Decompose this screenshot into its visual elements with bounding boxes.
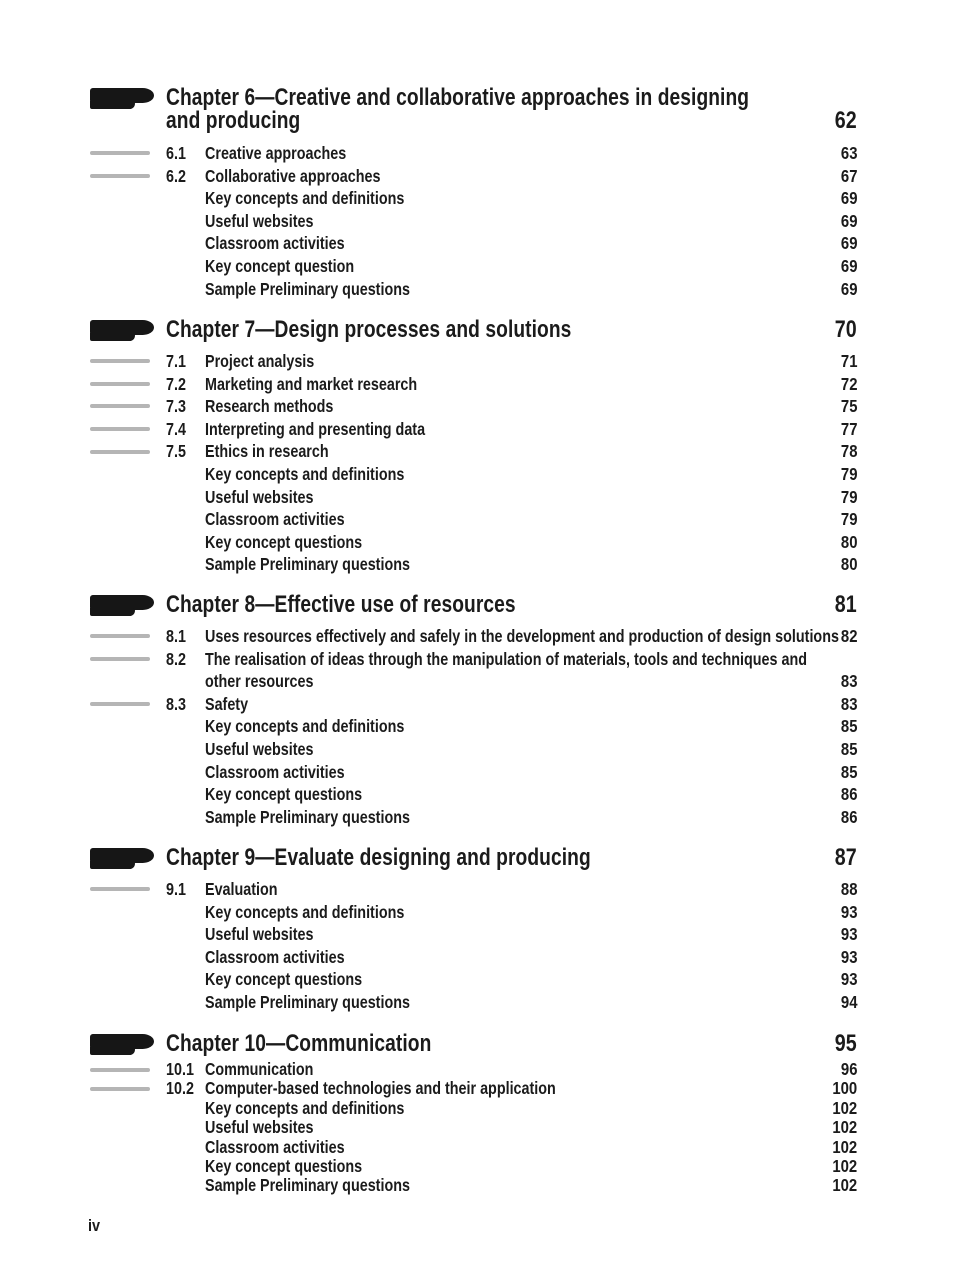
entry-rule-marker xyxy=(90,450,150,454)
chapter-heading xyxy=(0,86,958,132)
chapter-heading xyxy=(0,846,958,869)
entry-title-line: Key concept questions xyxy=(205,531,363,552)
entry-title-line: Sample Preliminary questions xyxy=(205,991,410,1012)
entry-rule-marker xyxy=(90,427,150,431)
entry-title xyxy=(205,968,362,991)
entry-title xyxy=(205,255,354,278)
entry-page-number: 102 xyxy=(832,1136,857,1157)
toc-entry-row xyxy=(0,901,958,924)
toc-entry-row xyxy=(0,648,958,693)
entry-rule-marker xyxy=(90,151,150,155)
entry-title-line: other resources xyxy=(205,671,314,692)
entry-page-number: 94 xyxy=(840,991,857,1012)
toc-entry-row xyxy=(0,1157,958,1176)
entry-title xyxy=(205,878,278,901)
toc-entry-row xyxy=(0,625,958,648)
toc-entry-row xyxy=(0,1176,958,1195)
entry-title-line: Classroom activities xyxy=(205,1136,345,1157)
entry-title xyxy=(205,1079,556,1098)
toc-entry-row xyxy=(0,463,958,486)
toc-entry-row xyxy=(0,991,958,1014)
entry-page-number: 93 xyxy=(840,946,857,967)
entry-title xyxy=(205,350,314,373)
chapter-title xyxy=(166,593,516,616)
toc-entry-row xyxy=(0,486,958,509)
toc-entry-row xyxy=(0,210,958,233)
toc-entry-row xyxy=(0,761,958,784)
toc-entry-row xyxy=(0,946,958,969)
entry-title xyxy=(205,553,410,576)
entry-title-line: Classroom activities xyxy=(205,946,345,967)
entry-title-line: Key concepts and definitions xyxy=(205,188,405,209)
chapter-entries xyxy=(0,1060,958,1196)
entry-rule-marker xyxy=(90,887,150,891)
entry-title xyxy=(205,165,380,188)
chapter-entries xyxy=(0,350,958,576)
entry-page-number: 102 xyxy=(832,1117,857,1138)
entry-page-number: 88 xyxy=(840,879,857,899)
entry-title xyxy=(205,232,345,255)
entry-number: 6.1 xyxy=(166,143,186,163)
toc-entry-row xyxy=(0,187,958,210)
entry-page-number: 96 xyxy=(840,1059,857,1079)
entry-title-line: Key concept questions xyxy=(205,784,363,805)
entry-page-number: 93 xyxy=(840,901,857,922)
entry-title-line: Sample Preliminary questions xyxy=(205,554,410,575)
entry-title-line: Creative approaches xyxy=(205,143,347,163)
entry-page-number: 69 xyxy=(840,210,857,231)
toc-entry-row xyxy=(0,693,958,716)
chapter-title-line: and producing xyxy=(166,107,301,134)
chapter-title xyxy=(166,86,749,132)
toc-entry-row xyxy=(0,1099,958,1118)
entry-page-number: 102 xyxy=(832,1097,857,1118)
entry-page-number: 86 xyxy=(840,806,857,827)
entry-title-line: Useful websites xyxy=(205,1117,314,1138)
chapter-tab-marker xyxy=(90,848,154,869)
entry-number: 8.1 xyxy=(166,626,186,646)
entry-page-number: 69 xyxy=(840,255,857,276)
entry-page-number: 75 xyxy=(840,396,857,417)
entry-title xyxy=(205,923,313,946)
entry-title-line: Key concept question xyxy=(205,255,355,276)
entry-title xyxy=(205,715,404,738)
toc-entry-row xyxy=(0,923,958,946)
toc-chapter xyxy=(0,593,958,828)
entry-title-line: Safety xyxy=(205,693,249,714)
entry-page-number: 83 xyxy=(840,671,857,692)
entry-rule-marker xyxy=(90,382,150,386)
chapter-page-number: 62 xyxy=(835,107,857,134)
chapter-tab-marker-step xyxy=(90,1047,135,1055)
entry-title xyxy=(205,1176,410,1195)
entry-title-line: Evaluation xyxy=(205,879,278,899)
entry-title xyxy=(205,210,313,233)
toc-chapter xyxy=(0,318,958,576)
chapter-tab-marker-step xyxy=(90,861,135,869)
toc-entry-row xyxy=(0,806,958,829)
chapter-title-line: Chapter 7—Design processes and solutions xyxy=(166,316,572,343)
entry-title-line: Interpreting and presenting data xyxy=(205,418,426,439)
entry-page-number: 69 xyxy=(840,278,857,299)
entry-title-line: Project analysis xyxy=(205,351,315,371)
entry-rule-marker xyxy=(90,404,150,408)
chapter-page-number: 81 xyxy=(835,591,857,618)
toc-entry-row xyxy=(0,440,958,463)
toc-entry-row xyxy=(0,531,958,554)
entry-title xyxy=(205,463,404,486)
toc-entry-row xyxy=(0,373,958,396)
entry-title-line: Useful websites xyxy=(205,924,314,945)
chapter-page-number: 95 xyxy=(835,1030,857,1057)
entry-title xyxy=(205,1099,404,1118)
entry-number: 8.2 xyxy=(166,648,186,669)
entry-rule-marker xyxy=(90,359,150,363)
toc-entry-row xyxy=(0,350,958,373)
entry-page-number: 85 xyxy=(840,761,857,782)
entry-title-line: Computer-based technologies and their application xyxy=(205,1078,556,1099)
entry-page-number: 69 xyxy=(840,233,857,254)
entry-title-line: Uses resources effectively and safely in the development and production of design solutions xyxy=(205,626,839,646)
chapter-title xyxy=(166,1032,431,1055)
chapter-title xyxy=(166,846,591,869)
toc-entry-row xyxy=(0,1060,958,1079)
entry-title xyxy=(205,625,839,648)
entry-title xyxy=(205,1138,345,1157)
toc-chapter xyxy=(0,1032,958,1196)
entry-title-line: Sample Preliminary questions xyxy=(205,278,410,299)
toc-entry-row xyxy=(0,715,958,738)
toc-entry-row xyxy=(0,968,958,991)
chapter-tab-marker-step xyxy=(90,101,135,109)
entry-number: 8.3 xyxy=(166,693,186,714)
entry-title xyxy=(205,1118,313,1137)
entry-page-number: 72 xyxy=(840,373,857,394)
toc-entry-row xyxy=(0,1118,958,1137)
toc-entry-row xyxy=(0,878,958,901)
entry-title-line: Collaborative approaches xyxy=(205,165,381,186)
entry-title xyxy=(205,648,807,693)
toc-entry-row xyxy=(0,232,958,255)
entry-title-line: Useful websites xyxy=(205,738,314,759)
entry-page-number: 69 xyxy=(840,188,857,209)
entry-title-line: Classroom activities xyxy=(205,233,345,254)
chapter-page-number: 70 xyxy=(835,316,857,343)
entry-page-number: 85 xyxy=(840,716,857,737)
entry-title xyxy=(205,373,417,396)
chapter-entries xyxy=(0,142,958,300)
toc-chapter xyxy=(0,846,958,1014)
entry-rule-marker xyxy=(90,657,150,661)
toc-entry-row xyxy=(0,165,958,188)
entry-rule-marker xyxy=(90,634,150,638)
entry-title xyxy=(205,187,404,210)
entry-title xyxy=(205,440,329,463)
entry-page-number: 78 xyxy=(840,441,857,462)
entry-title-line: Useful websites xyxy=(205,210,314,231)
entry-title-line: Classroom activities xyxy=(205,509,345,530)
entry-number: 10.2 xyxy=(166,1078,194,1099)
chapter-heading xyxy=(0,593,958,616)
entry-title-line: Communication xyxy=(205,1059,314,1079)
toc-entry-row xyxy=(0,142,958,165)
entry-rule-marker xyxy=(90,702,150,706)
entry-title xyxy=(205,783,362,806)
toc-entry-row xyxy=(0,1079,958,1098)
footer-page-label: iv xyxy=(88,1216,101,1235)
entry-title-line: Key concepts and definitions xyxy=(205,1097,405,1118)
entry-title xyxy=(205,738,313,761)
entry-title-line: Sample Preliminary questions xyxy=(205,806,410,827)
toc-entry-row xyxy=(0,278,958,301)
chapter-heading xyxy=(0,1032,958,1055)
entry-title xyxy=(205,806,410,829)
chapter-tab-marker xyxy=(90,320,154,341)
chapter-tab-marker xyxy=(90,88,154,109)
entry-page-number: 83 xyxy=(840,693,857,714)
entry-title-line: Key concepts and definitions xyxy=(205,901,405,922)
entry-title xyxy=(205,991,410,1014)
toc-entry-row xyxy=(0,738,958,761)
entry-page-number: 85 xyxy=(840,738,857,759)
entry-page-number: 102 xyxy=(832,1175,857,1196)
entry-title xyxy=(205,761,345,784)
entry-page-number: 79 xyxy=(840,463,857,484)
entry-title xyxy=(205,278,410,301)
entry-title-line: Sample Preliminary questions xyxy=(205,1175,410,1196)
toc-entry-row xyxy=(0,1138,958,1157)
entry-page-number: 100 xyxy=(832,1078,857,1099)
entry-title-line: Key concepts and definitions xyxy=(205,463,405,484)
entry-number: 7.2 xyxy=(166,373,186,394)
entry-title xyxy=(205,531,362,554)
toc-entry-row xyxy=(0,395,958,418)
entry-number: 7.5 xyxy=(166,441,186,462)
entry-title-line: Marketing and market research xyxy=(205,373,418,394)
chapter-title-line: Chapter 6—Creative and collaborative approaches in designing xyxy=(166,84,750,111)
entry-title xyxy=(205,1157,362,1176)
entry-title-line: The realisation of ideas through the manipulation of materials, tools and techniques and xyxy=(205,648,807,669)
entry-title xyxy=(205,508,345,531)
entry-title-line: Useful websites xyxy=(205,486,314,507)
entry-title xyxy=(205,946,345,969)
entry-page-number: 77 xyxy=(840,418,857,439)
entry-page-number: 93 xyxy=(840,924,857,945)
chapter-entries xyxy=(0,878,958,1014)
entry-number: 7.3 xyxy=(166,396,186,417)
chapter-entries xyxy=(0,625,958,828)
entry-page-number: 82 xyxy=(840,626,857,646)
entry-page-number: 79 xyxy=(840,486,857,507)
chapter-title-line: Chapter 8—Effective use of resources xyxy=(166,591,516,618)
entry-page-number: 79 xyxy=(840,509,857,530)
entry-page-number: 80 xyxy=(840,554,857,575)
entry-title-line: Key concepts and definitions xyxy=(205,716,405,737)
entry-rule-marker xyxy=(90,1087,150,1091)
toc-entry-row xyxy=(0,553,958,576)
entry-title xyxy=(205,1060,313,1079)
entry-page-number: 67 xyxy=(840,165,857,186)
chapter-tab-marker-step xyxy=(90,608,135,616)
entry-page-number: 80 xyxy=(840,531,857,552)
entry-title-line: Classroom activities xyxy=(205,761,345,782)
entry-page-number: 63 xyxy=(840,143,857,163)
chapter-title xyxy=(166,318,571,341)
chapter-title-line: Chapter 9—Evaluate designing and producing xyxy=(166,844,591,871)
entry-page-number: 71 xyxy=(840,351,857,371)
toc-entry-row xyxy=(0,508,958,531)
chapter-tab-marker-step xyxy=(90,333,135,341)
entry-title xyxy=(205,418,425,441)
entry-title xyxy=(205,693,248,716)
entry-number: 6.2 xyxy=(166,165,186,186)
entry-number: 10.1 xyxy=(166,1059,194,1079)
entry-rule-marker xyxy=(90,174,150,178)
entry-title xyxy=(205,395,333,418)
entry-page-number: 93 xyxy=(840,969,857,990)
chapter-tab-marker xyxy=(90,1034,154,1055)
chapter-title-line: Chapter 10—Communication xyxy=(166,1030,432,1057)
entry-number: 7.1 xyxy=(166,351,186,371)
entry-title-line: Research methods xyxy=(205,396,334,417)
toc-entry-row xyxy=(0,783,958,806)
entry-page-number: 102 xyxy=(832,1155,857,1176)
entry-page-number: 86 xyxy=(840,784,857,805)
entry-title-line: Key concept questions xyxy=(205,969,363,990)
chapter-tab-marker xyxy=(90,595,154,616)
entry-number: 9.1 xyxy=(166,879,186,899)
entry-rule-marker xyxy=(90,1068,150,1072)
toc-entry-row xyxy=(0,418,958,441)
entry-title xyxy=(205,142,346,165)
toc-entry-row xyxy=(0,255,958,278)
chapter-heading xyxy=(0,318,958,341)
entry-title-line: Key concept questions xyxy=(205,1155,363,1176)
toc-chapter xyxy=(0,86,958,300)
entry-title xyxy=(205,486,313,509)
entry-title xyxy=(205,901,404,924)
chapter-page-number: 87 xyxy=(835,844,857,871)
entry-number: 7.4 xyxy=(166,418,186,439)
entry-title-line: Ethics in research xyxy=(205,441,329,462)
